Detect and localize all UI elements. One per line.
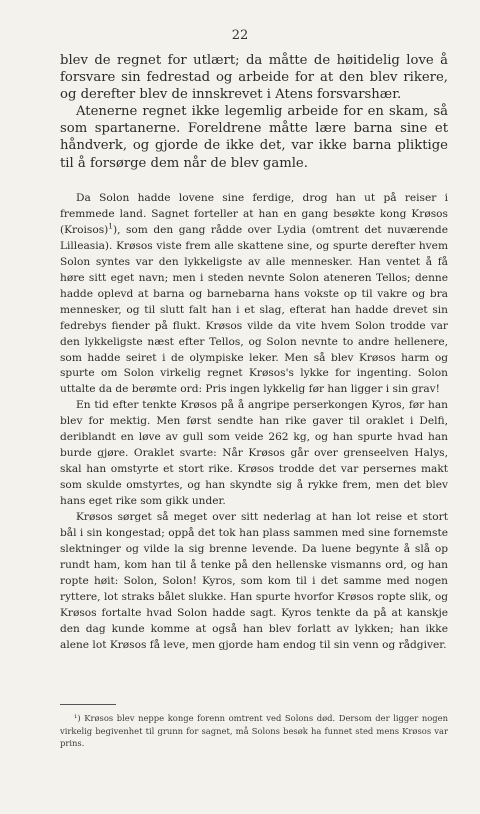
footnote-marker: 1 <box>108 221 113 231</box>
intro-text <box>60 52 448 172</box>
page-number: 22 <box>231 28 249 43</box>
paragraph: En tid efter tenkte Krøsos på å angripe perserkongen Kyros, før han blev for mektig. Men først sendte han rike gaver til oraklet i Delfi, deriblandt en løve av gull som veide 262 kg, og han spurte hvad han burde gjøre. Oraklet svarte: Når Krøsos går over grenseelven Halys, skal han omstyrte et stort rike. Krøsos trodde det var persernes makt som skulde omstyrtes, og han skyndte sig å rykke frem, men det blev hans eget rike som gikk under. <box>60 399 448 508</box>
footnote <box>60 712 448 750</box>
paragraph: blev de regnet for utlært; da måtte de høitidelig love å forsvare sin fedrestad og arbeide for at den blev rikere, og derefter blev de innskrevet i Atens forsvarshær. <box>60 53 448 103</box>
main-text <box>60 191 448 654</box>
paragraph: Krøsos sørget så meget over sitt nederlag at han lot reise et stort bål i sin kongestad; oppå det tok han plass sammen med sine fornemste slektninger og vilde la sig brenne levende. Da luene begynte å slå op rundt ham, kom han til å tenke på den hellenske vismanns ord, og han ropte høit: Solon, Solon! Kyros, som kom til i det samme med nogen ryttere, lot straks bålet slukke. Han spurte hvorfor Krøsos ropte slik, og Krøsos fortalte hvad Solon hadde sagt. Kyros tenkte da på at kanskje den dag kunde komme at også han blev forlatt av lykken; han ikke alene lot Krøsos få leve, men gjorde ham endog til sin venn og rådgiver. <box>60 511 448 651</box>
paragraph: Atenerne regnet ikke legemlig arbeide for en skam, så som spartanerne. Foreldrene måtte lære barna sine et håndverk, og gjorde de ikke det, var ikke barna pliktige til å forsørge dem når de blev gamle. <box>60 104 448 171</box>
footnote-text: ¹) Krøsos blev neppe konge forenn omtrent ved Solons død. Dersom der ligger nogen virkelig begivenhet til grunn for sagnet, må Solons besøk ha funnet sted mens Krøsos var prins. <box>60 713 448 749</box>
text-run: Da Solon hadde lovene sine ferdige, drog han ut på reiser i fremmede land. Sagnet forteller at han en gang besøkte kong Krøsos (Kroisos) <box>60 192 448 236</box>
text-run: ), som den gang rådde over Lydia (omtrent det nuværende Lilleasia). Krøsos viste frem alle skattene sine, og spurte derefter hvem Solon syntes var den lykkeligste av alle mennesker. Han ventet å få høre sitt eget navn; men i steden nevnte Solon ateneren Tellos; denne hadde oplevd at barna og barnebarna hans vokste op til vakre og bra mennesker, og til slutt falt han i et slag, efterat han hadde drevet sin fedrebys fiender på flukt. Krøsos vilde da vite hvem Solon trodde var den lykkeligste næst efter Tellos, og Solon nevnte to andre hellenere, som hadde seiret i de olympiske leker. Men så blev Krøsos harm og spurte om Solon virkelig regnet Krøsos's lykke for ingenting. Solon uttalte da de berømte ord: Pris ingen lykkelig før han ligger i sin grav! <box>60 223 448 396</box>
footnote-divider <box>60 704 116 705</box>
solon-paragraph <box>60 191 448 398</box>
